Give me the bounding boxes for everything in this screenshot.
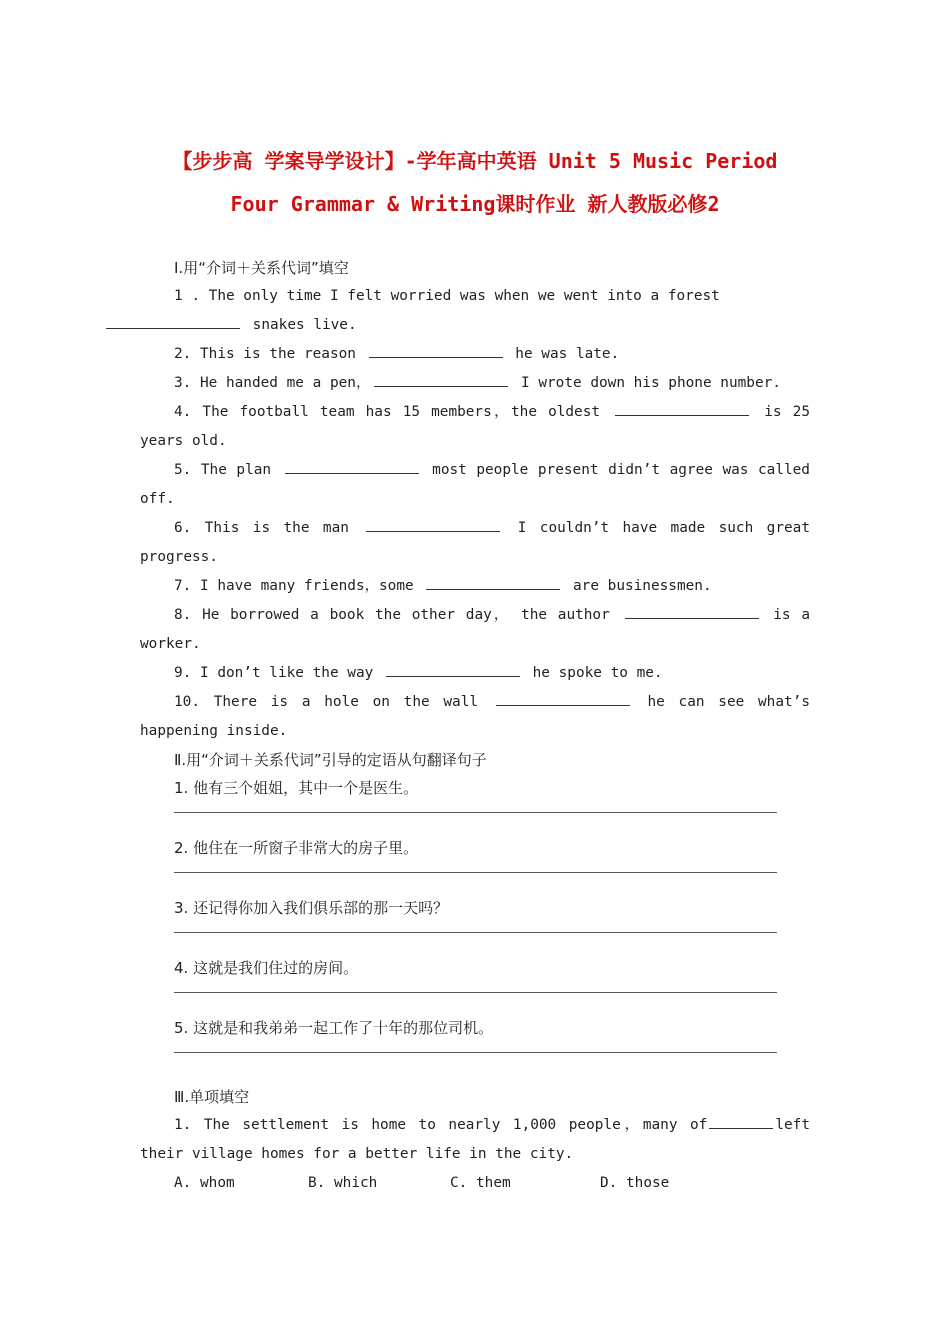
translate-item-5: 5. 这就是和我弟弟一起工作了十年的那位司机。	[174, 1019, 494, 1037]
section-2-heading: Ⅱ.用“介词＋关系代词”引导的定语从句翻译句子	[174, 751, 487, 769]
fill-blank[interactable]	[106, 314, 240, 329]
fill-blank[interactable]	[386, 662, 520, 677]
fill-blank[interactable]	[369, 343, 503, 358]
question-1-4: 4. The football team has 15 members，the oldest is 25 years old.	[140, 398, 810, 456]
document-page	[140, 140, 810, 1198]
fill-blank[interactable]	[709, 1114, 773, 1129]
option-c[interactable]: C. them	[450, 1175, 511, 1191]
mc-options	[140, 1169, 810, 1198]
option-b[interactable]: B. which	[308, 1175, 378, 1191]
question-1-9: 9. I don’t like the way he spoke to me.	[140, 659, 810, 688]
section-1-heading: Ⅰ.用“介词＋关系代词”填空	[174, 259, 349, 277]
option-a[interactable]: A. whom	[174, 1175, 235, 1191]
question-1-6: 6. This is the man I couldn’t have made such great progress.	[140, 514, 810, 572]
question-1-8: 8. He borrowed a book the other day， the author is a worker.	[140, 601, 810, 659]
answer-line[interactable]	[174, 1051, 777, 1053]
translate-item-3: 3. 还记得你加入我们俱乐部的那一天吗？	[174, 899, 449, 917]
fill-blank[interactable]	[366, 517, 500, 532]
question-1-2: 2. This is the reason he was late.	[140, 340, 810, 369]
title-line-1: 【步步高 学案导学设计】-学年高中英语 Unit 5 Music Period	[172, 149, 778, 173]
mc-question-1: 1. The settlement is home to nearly 1,000 people，many of left their village homes for a better life in the city.	[140, 1111, 810, 1169]
answer-line[interactable]	[174, 931, 777, 933]
option-d[interactable]: D. those	[600, 1175, 670, 1191]
answer-line[interactable]	[174, 811, 777, 813]
answer-line[interactable]	[174, 871, 777, 873]
section-3-heading: Ⅲ.单项填空	[174, 1088, 250, 1106]
fill-blank[interactable]	[496, 691, 630, 706]
translate-item-1: 1. 他有三个姐姐，其中一个是医生。	[174, 779, 419, 797]
fill-blank[interactable]	[426, 575, 560, 590]
question-1-10: 10. There is a hole on the wall he can see what’s happening inside.	[140, 688, 810, 746]
fill-blank[interactable]	[625, 604, 759, 619]
translate-item-4: 4. 这就是我们住过的房间。	[174, 959, 359, 977]
fill-blank[interactable]	[615, 401, 749, 416]
fill-blank[interactable]	[285, 459, 419, 474]
answer-line[interactable]	[174, 991, 777, 993]
question-1-5: 5. The plan most people present didn’t agree was called off.	[140, 456, 810, 514]
translate-item-2: 2. 他住在一所窗子非常大的房子里。	[174, 839, 419, 857]
question-1-1: 1 . The only time I felt worried was when we went into a forest snakes live.	[140, 282, 810, 340]
question-1-3: 3. He handed me a pen， I wrote down his phone number.	[140, 369, 810, 398]
fill-blank[interactable]	[374, 372, 508, 387]
document-title	[110, 140, 840, 226]
title-line-2: Four Grammar & Writing课时作业 新人教版必修2	[230, 192, 720, 216]
question-1-7: 7. I have many friends，some are businessmen.	[140, 572, 810, 601]
